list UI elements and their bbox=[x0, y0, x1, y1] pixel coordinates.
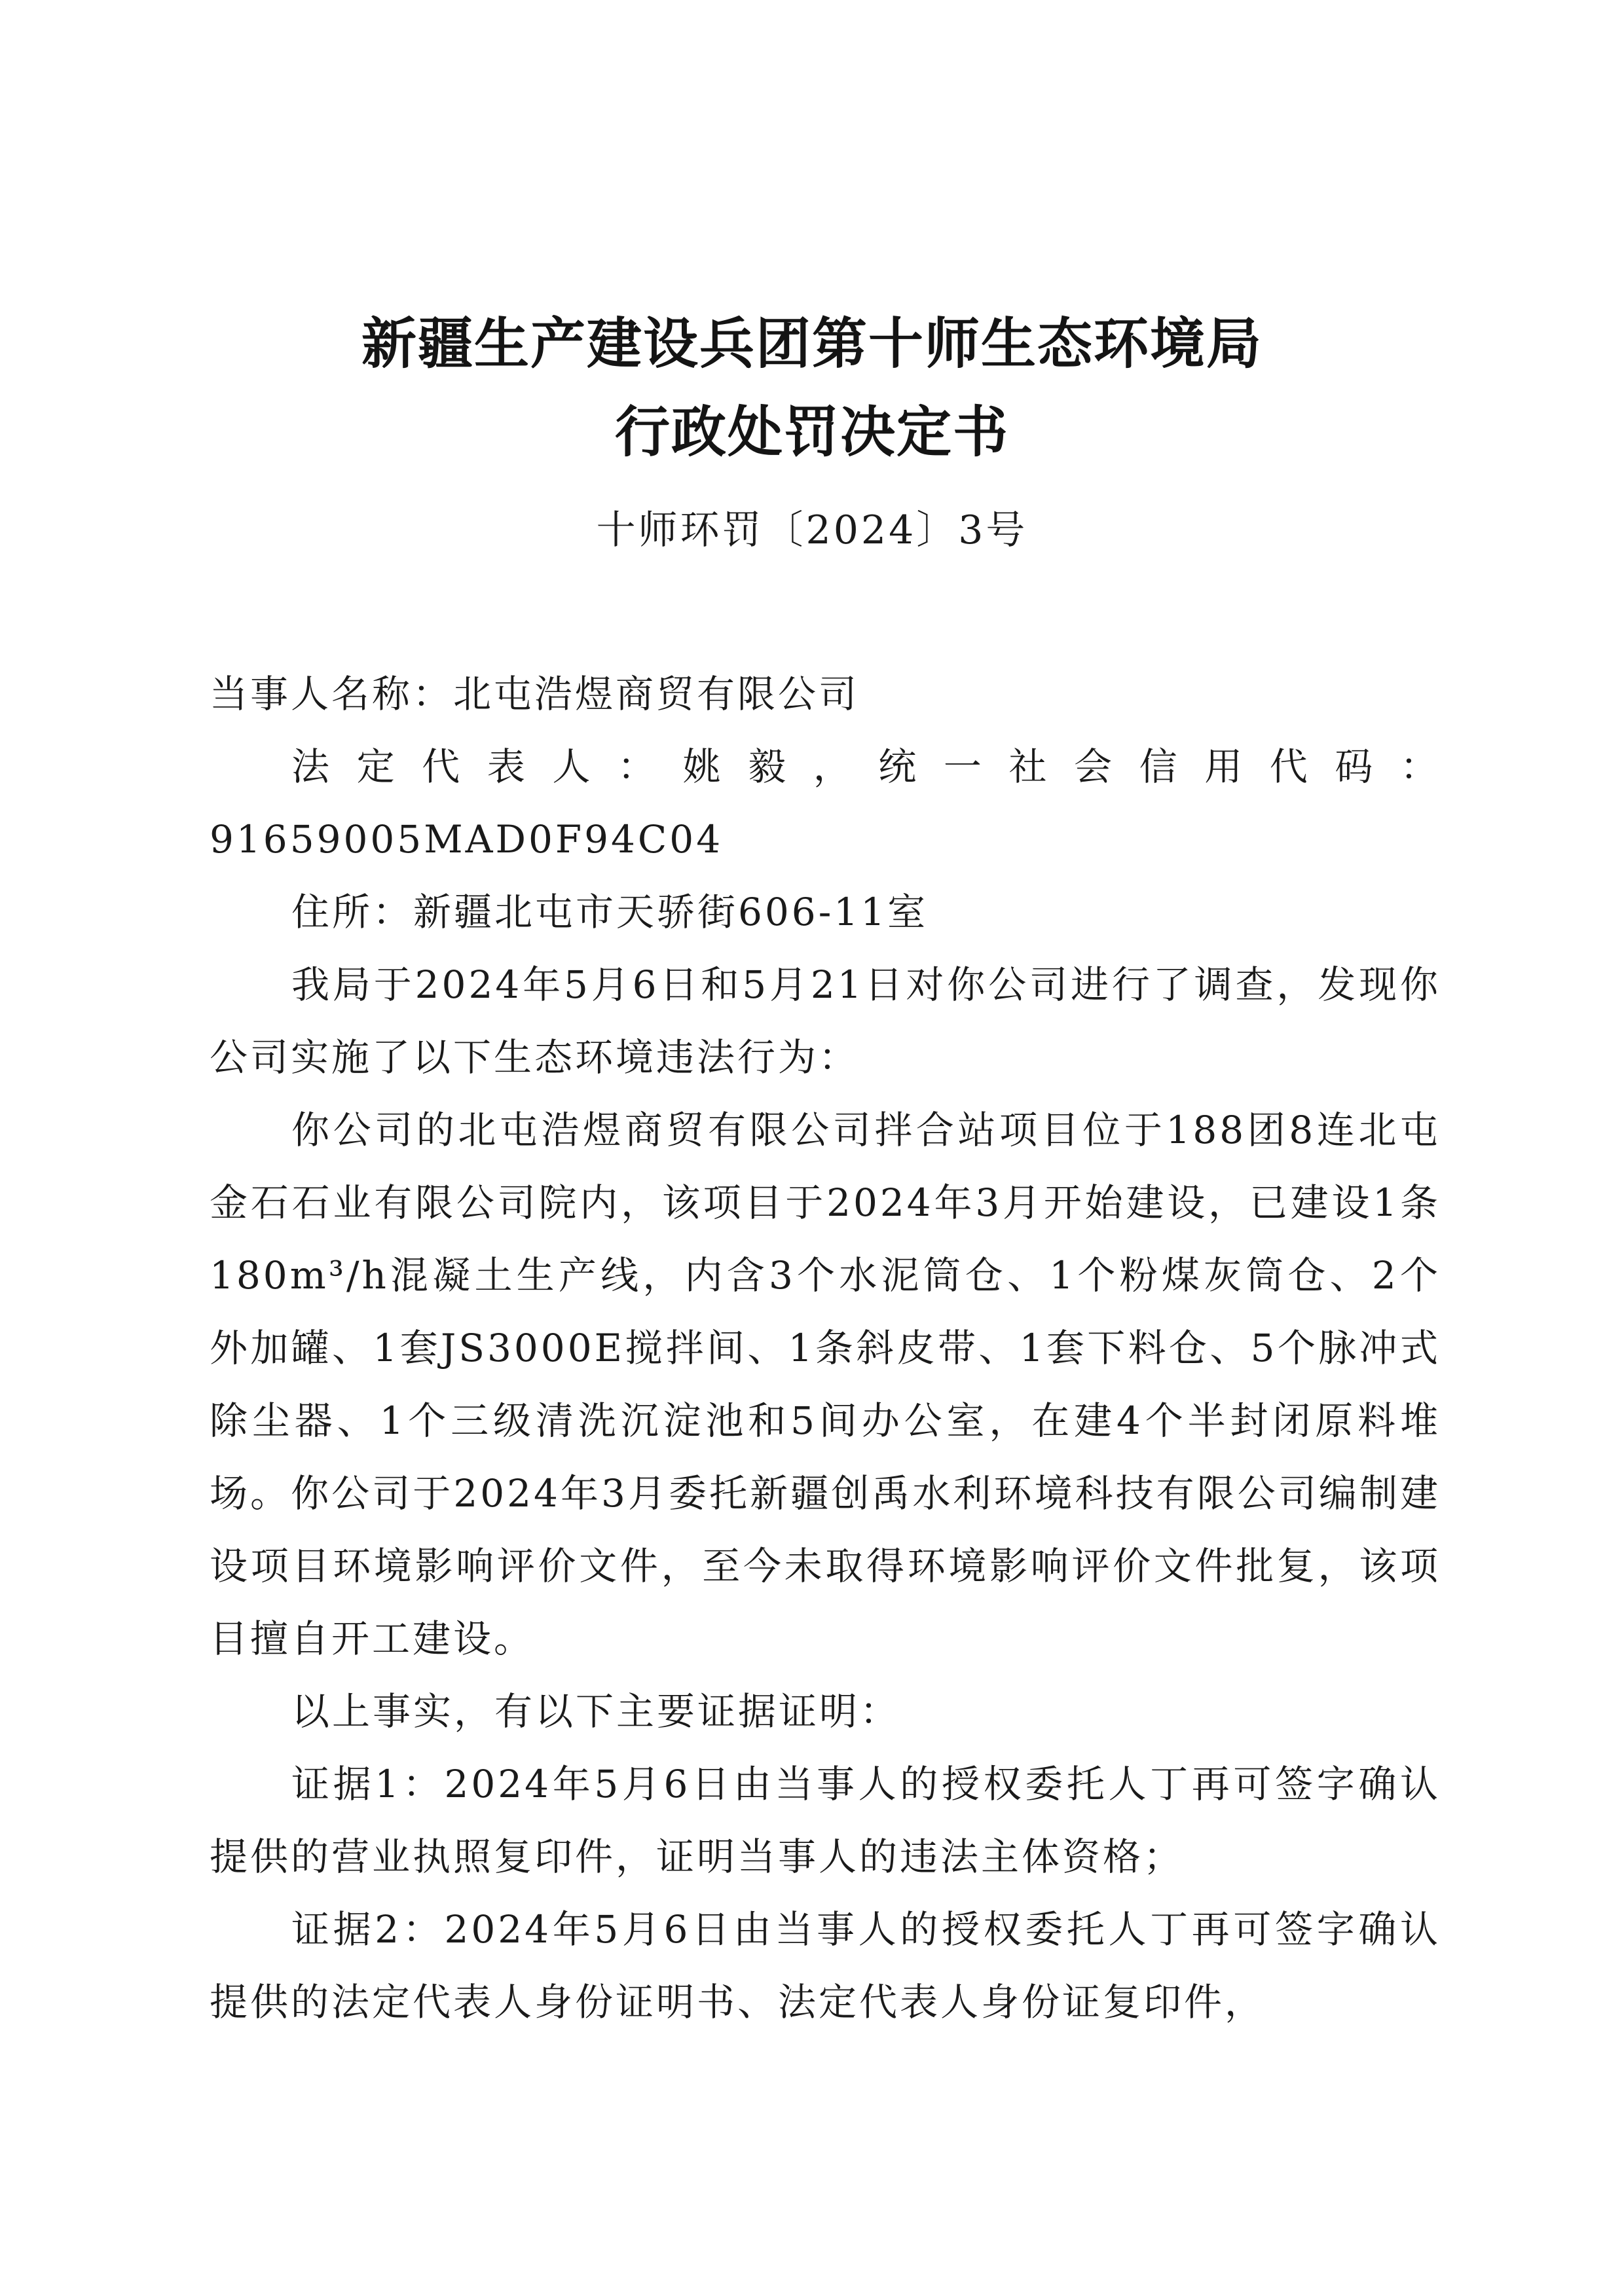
paragraph-evidence-2: 证据2：2024年5月6日由当事人的授权委托人丁再可签字确认提供的法定代表人身份证明书、法定代表人身份证复印件， bbox=[210, 1907, 1441, 2024]
document-number: 十师环罚〔2024〕3号 bbox=[596, 507, 1028, 553]
paragraph-evidence-intro: 以上事实，有以下主要证据证明： bbox=[291, 1689, 901, 1734]
document-title-line1: 新疆生产建设兵团第十师生态环境局 bbox=[361, 312, 1263, 376]
document-body bbox=[210, 658, 1441, 2039]
paragraph-facts: 你公司的北屯浩煜商贸有限公司拌合站项目位于188团8连北屯金石石业有限公司院内，该项目于2024年3月开始建设，已建设1条180m³/h混凝土生产线，内含3个水泥筒仓、1个粉煤灰筒仓、2个外加罐、1套JS3000E搅拌间、1条斜皮带、1套下料仓、5个脉冲式除尘器、1个三级清洗沉淀池和5间办公室，在建4个半封闭原料堆场。你公司于2024年3月委托新疆创禹水利环境科技有限公司编制建设项目环境影响评价文件，至今未取得环境影响评价文件批复，该项目擅自开工建设。 bbox=[210, 1108, 1441, 1661]
document-title-line2: 行政处罚决定书 bbox=[614, 400, 1009, 464]
party-address: 住所：新疆北屯市天骄街606-11室 bbox=[291, 890, 929, 934]
paragraph-investigation: 我局于2024年5月6日和5月21日对你公司进行了调查，发现你公司实施了以下生态环境违法行为： bbox=[210, 962, 1441, 1080]
party-name: 当事人名称：北屯浩煜商贸有限公司 bbox=[210, 672, 860, 716]
paragraph-evidence-1: 证据1：2024年5月6日由当事人的授权委托人丁再可签字确认提供的营业执照复印件，证明当事人的违法主体资格； bbox=[210, 1762, 1441, 1879]
legal-representative: 法定代表人：姚毅，统一社会信用代码：91659005MAD0F94C04 bbox=[210, 744, 1441, 862]
